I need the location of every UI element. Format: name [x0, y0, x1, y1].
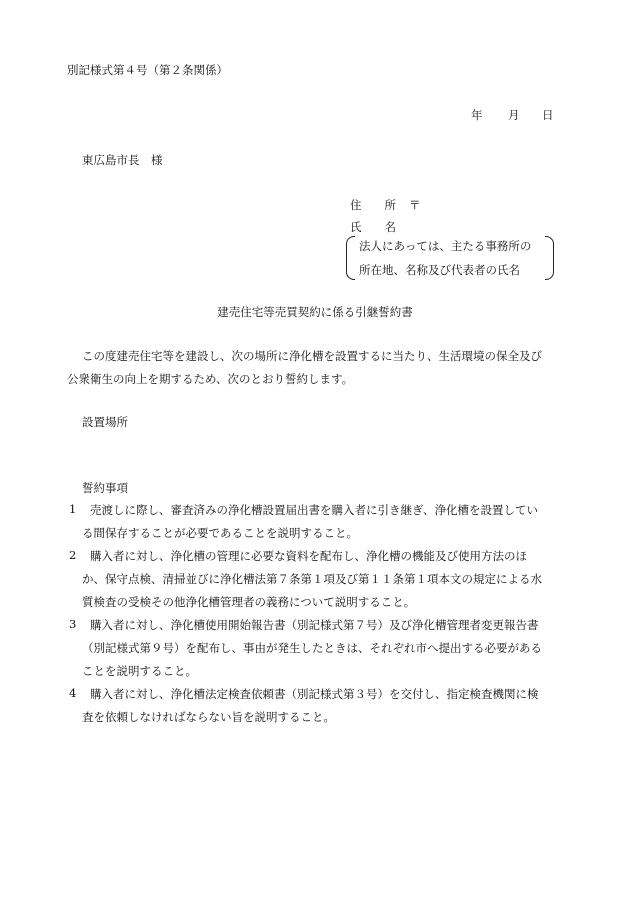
item-4-line2: 査を依頼しなければならない旨を説明すること。 [82, 710, 335, 724]
item-number: 4 [69, 686, 77, 700]
item-2-line3: 質検査の受検その他浄化槽管理者の義務について説明すること。 [82, 595, 416, 609]
right-bracket [545, 236, 554, 280]
date-year-label: 年 [471, 108, 483, 122]
item-2-line1: 購入者に対し、浄化槽の管理に必要な資料を配布し、浄化槽の機能及び使用方法のほ [90, 549, 527, 563]
form-number: 別記様式第４号（第２条関係） [67, 63, 228, 77]
address-label: 住 所 [350, 198, 396, 212]
name-label: 氏 名 [350, 220, 396, 234]
postal-mark: 〒 [409, 198, 421, 212]
installation-site-label: 設置場所 [82, 415, 128, 429]
corporate-note-line1: 法人にあっては、主たる事務所の [359, 239, 532, 253]
document-title: 建売住宅等売買契約に係る引継誓約書 [217, 305, 413, 319]
item-3-line2: （別記様式第９号）を配布し、事由が発生したときは、それぞれ市へ提出する必要がある [82, 641, 542, 655]
item-number: 2 [69, 548, 77, 562]
item-3-line3: ことを説明すること。 [82, 664, 197, 678]
pledge-heading: 誓約事項 [82, 481, 128, 495]
item-3-line1: 購入者に対し、浄化槽使用開始報告書（別記様式第７号）及び浄化槽管理者変更報告書 [90, 618, 539, 632]
addressee: 東広島市長 様 [82, 153, 163, 167]
corporate-note-line2: 所在地、名称及び代表者の氏名 [359, 263, 520, 277]
left-bracket [346, 236, 355, 280]
date-day-label: 日 [542, 108, 554, 122]
item-1-line1: 売渡しに際し、審査済みの浄化槽設置届出書を購入者に引き継ぎ、浄化槽を設置してい [90, 503, 539, 517]
item-number: 1 [69, 502, 77, 516]
item-2-line2: か、保守点検、清掃並びに浄化槽法第７条第１項及び第１１条第１項本文の規定による水 [82, 572, 542, 586]
date-month-label: 月 [508, 108, 520, 122]
intro-line2: 公衆衛生の向上を期するため、次のとおり誓約します。 [67, 372, 354, 386]
item-4-line1: 購入者に対し、浄化槽法定検査依頼書（別記様式第３号）を交付し、指定検査機関に検 [90, 687, 539, 701]
intro-line1: この度建売住宅等を建設し、次の場所に浄化槽を設置するに当たり、生活環境の保全及び [82, 349, 542, 363]
item-1-line2: る間保存することが必要であることを説明すること。 [82, 526, 358, 540]
item-number: 3 [69, 617, 77, 631]
